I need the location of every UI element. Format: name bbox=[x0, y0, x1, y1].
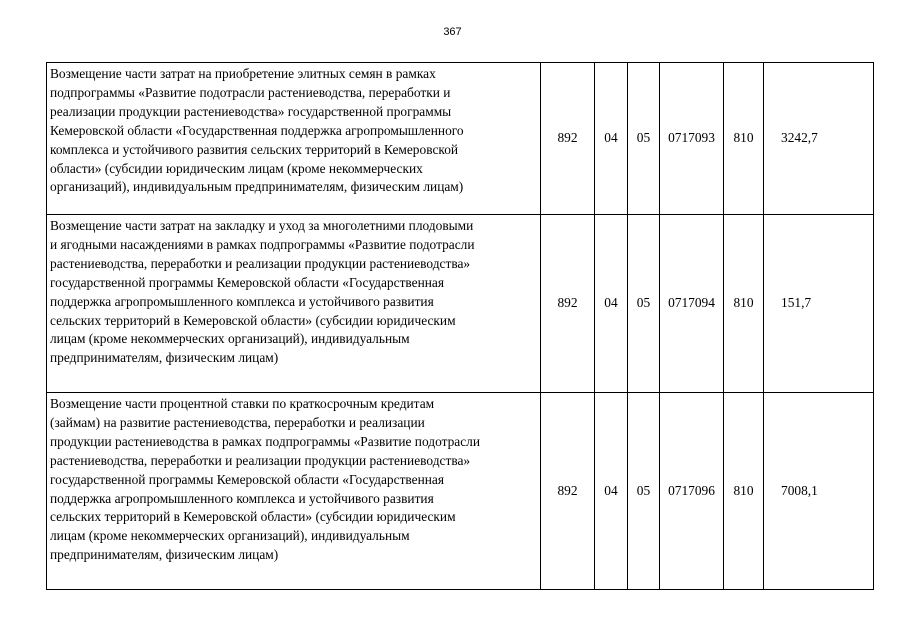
table-row bbox=[47, 393, 874, 590]
target-article-code: 0717096 bbox=[660, 393, 724, 590]
expense-type-code: 810 bbox=[724, 215, 764, 393]
ministry-code: 892 bbox=[541, 63, 595, 215]
amount-value: 7008,1 bbox=[764, 393, 874, 590]
table-row bbox=[47, 63, 874, 215]
subsection-code: 05 bbox=[628, 215, 660, 393]
target-article-code: 0717094 bbox=[660, 215, 724, 393]
ministry-code: 892 bbox=[541, 215, 595, 393]
page-number: 367 bbox=[443, 26, 462, 38]
amount-value: 151,7 bbox=[764, 215, 874, 393]
row-description: Возмещение части процентной ставки по краткосрочным кредитам (займам) на развитие растениеводства, переработки и реализации продукции растениеводства в рамках подпрограммы «Развитие подотрасли растениеводства, переработки и реализации продукции растениеводства» государственной программы Кемеровской области «Государственная поддержка агропромышленного комплекса и устойчивого развития сельских территорий в Кемеровской области» (субсидии юридическим лицам (кроме некоммерческих организаций), индивидуальным предпринимателям, физическим лицам) bbox=[47, 393, 541, 590]
amount-value: 3242,7 bbox=[764, 63, 874, 215]
table-row bbox=[47, 215, 874, 393]
row-description: Возмещение части затрат на закладку и уход за многолетними плодовыми и ягодными насаждениями в рамках подпрограммы «Развитие подотрасли растениеводства, переработки и реализации продукции растениеводства» государственной программы Кемеровской области «Государственная поддержка агропромышленного комплекса и устойчивого развития сельских территорий в Кемеровской области» (субсидии юридическим лицам (кроме некоммерческих организаций), индивидуальным предпринимателям, физическим лицам) bbox=[47, 215, 541, 393]
target-article-code: 0717093 bbox=[660, 63, 724, 215]
expense-type-code: 810 bbox=[724, 393, 764, 590]
subsection-code: 05 bbox=[628, 393, 660, 590]
section-code: 04 bbox=[595, 63, 628, 215]
row-description: Возмещение части затрат на приобретение элитных семян в рамках подпрограммы «Развитие подотрасли растениеводства, переработки и реализации продукции растениеводства» государственной программы Кемеровской области «Государственная поддержка агропромышленного комплекса и устойчивого развития сельских территорий в Кемеровской области» (субсидии юридическим лицам (кроме некоммерческих организаций), индивидуальным предпринимателям, физическим лицам) bbox=[47, 63, 541, 215]
subsection-code: 05 bbox=[628, 63, 660, 215]
ministry-code: 892 bbox=[541, 393, 595, 590]
expense-type-code: 810 bbox=[724, 63, 764, 215]
budget-table bbox=[46, 62, 874, 590]
section-code: 04 bbox=[595, 215, 628, 393]
section-code: 04 bbox=[595, 393, 628, 590]
